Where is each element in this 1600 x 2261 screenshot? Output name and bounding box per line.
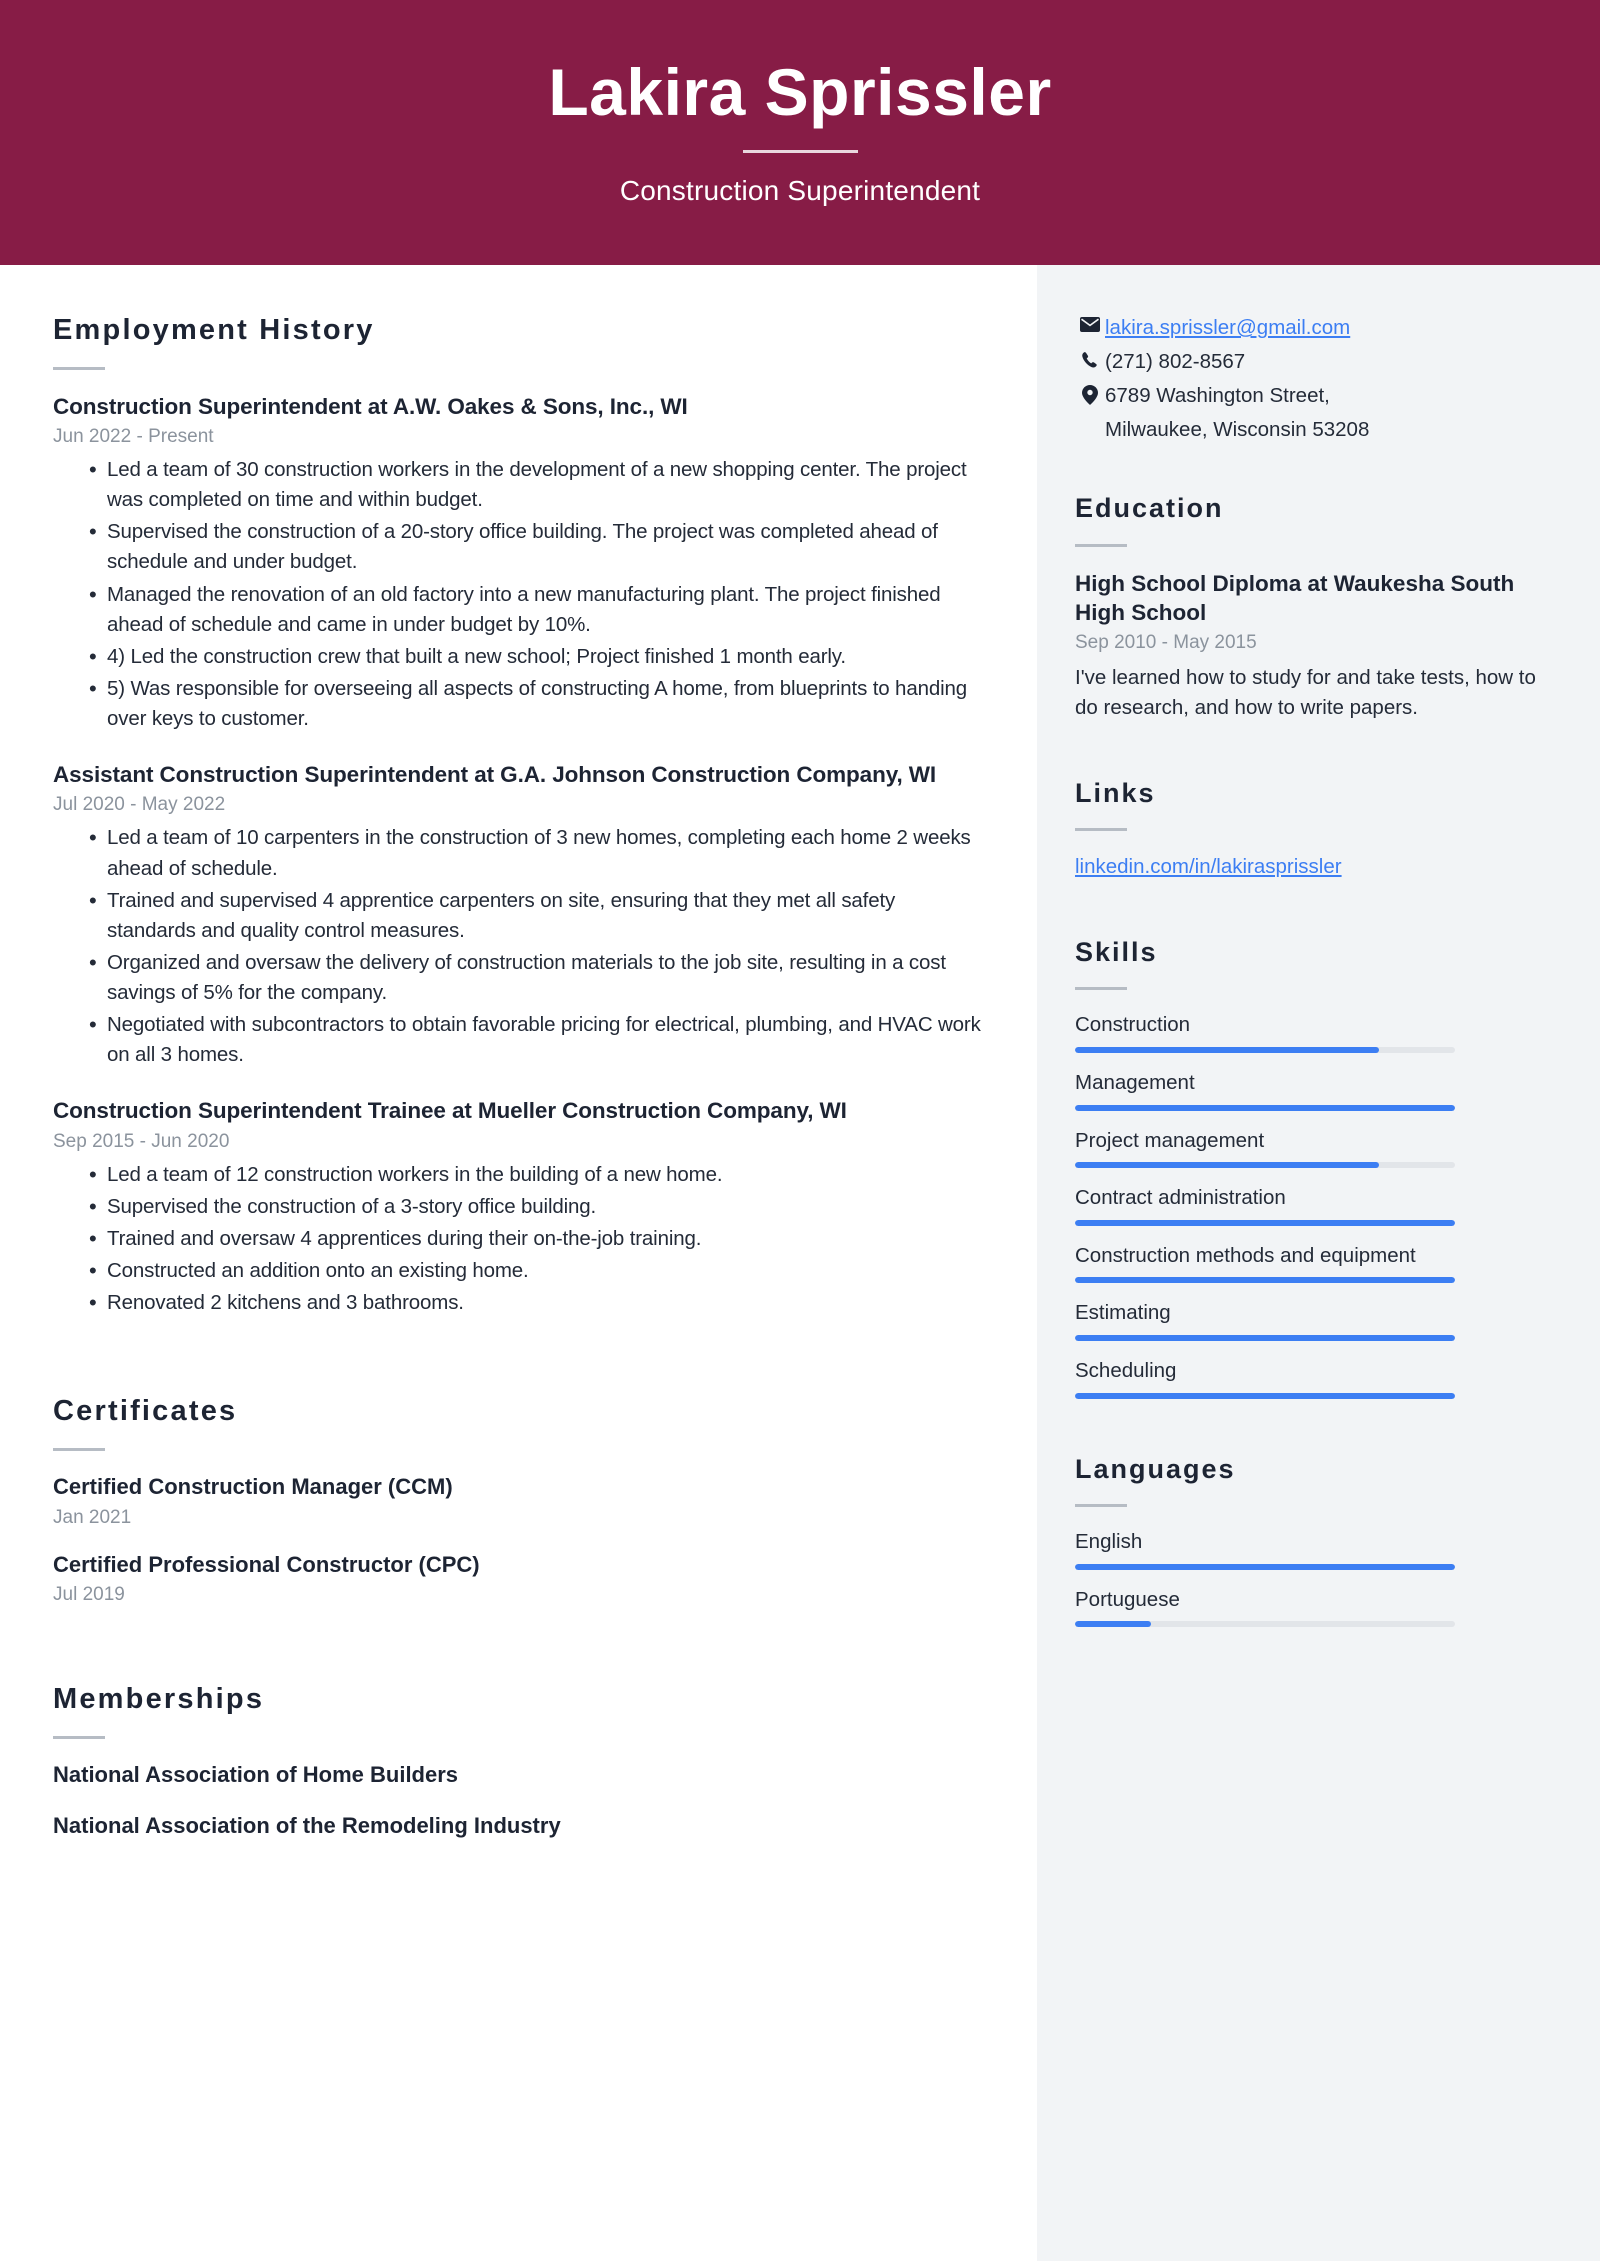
employment-entry-date: Jul 2020 - May 2022: [53, 794, 226, 816]
section-heading-languages: Languages: [1075, 1453, 1236, 1484]
certificate-entry: [53, 1473, 982, 1529]
section-skills: [1075, 936, 1545, 1399]
list-item: • Trained and oversaw 4 apprentices during their on-the-job training.: [91, 1224, 982, 1254]
employment-entry: [53, 392, 982, 734]
contact-address-line1: 6789 Washington Street,: [1105, 384, 1330, 408]
linkedin-link[interactable]: linkedin.com/in/lakirasprissler: [1075, 855, 1342, 879]
skill-label: Construction methods and equipment: [1075, 1243, 1416, 1267]
list-item: • Led a team of 12 construction workers in the building of a new home.: [91, 1160, 982, 1190]
list-item: • Supervised the construction of a 20-story office building. The project was completed ahead of schedule and under budget.: [91, 517, 982, 577]
skill-bar-track: [1075, 1162, 1455, 1168]
section-employment-history: [53, 313, 982, 1318]
section-certificates: [53, 1394, 982, 1606]
education-description: I've learned how to study for and take tests, how to do research, and how to write papers.: [1075, 666, 1536, 720]
employment-entry-date: Sep 2015 - Jun 2020: [53, 1130, 230, 1152]
section-rule: [53, 1736, 105, 1739]
list-item: • Managed the renovation of an old factory into a new manufacturing plant. The project finished ahead of schedule and came in under budget by 10%.: [91, 580, 982, 640]
membership-entry: [53, 1761, 982, 1790]
employment-entry: [53, 1096, 982, 1318]
spacer: [1075, 444, 1545, 492]
contact-address-row: [1075, 381, 1545, 410]
skill-bar-fill: [1075, 1047, 1379, 1053]
membership-title: National Association of Home Builders: [53, 1762, 459, 1788]
link-item[interactable]: [1075, 853, 1545, 882]
section-rule: [53, 367, 105, 370]
certificate-date: Jan 2021: [53, 1506, 132, 1528]
membership-entry: [53, 1812, 982, 1841]
skill-bar-track: [1075, 1105, 1455, 1111]
language-label: English: [1075, 1530, 1143, 1554]
skill-item: [1075, 1243, 1545, 1284]
map-pin-icon: [1075, 381, 1105, 405]
language-bar-fill: [1075, 1564, 1455, 1570]
contact-email-row: [1075, 313, 1545, 342]
language-bar-track: [1075, 1621, 1455, 1627]
spacer: [1075, 1405, 1545, 1453]
skill-bar-fill: [1075, 1393, 1455, 1399]
section-heading-certificates: Certificates: [53, 1395, 238, 1428]
list-item: • Negotiated with subcontractors to obtain favorable pricing for electrical, plumbing, and HVAC work on all 3 homes.: [91, 1010, 982, 1070]
education-date: Sep 2010 - May 2015: [1075, 632, 1257, 654]
main-column: [0, 265, 1037, 2261]
list-item: • 4) Led the construction crew that built a new school; Project finished 1 month early.: [91, 642, 982, 672]
language-label: Portuguese: [1075, 1587, 1180, 1611]
header-divider: [743, 150, 858, 153]
skill-bar-track: [1075, 1277, 1455, 1283]
skill-item: [1075, 1128, 1545, 1169]
education-entry: [1075, 569, 1545, 723]
skill-bar-fill: [1075, 1220, 1455, 1226]
spacer: [1075, 729, 1545, 777]
section-heading-employment: Employment History: [53, 314, 375, 346]
employment-entry: [53, 760, 982, 1070]
contact-address-line2: Milwaukee, Wisconsin 53208: [1105, 418, 1370, 442]
envelope-icon: [1075, 313, 1105, 332]
section-links: [1075, 777, 1545, 882]
list-item: • Renovated 2 kitchens and 3 bathrooms.: [91, 1288, 982, 1318]
section-heading-skills: Skills: [1075, 936, 1158, 967]
list-item: • Constructed an addition onto an existing home.: [91, 1256, 982, 1286]
list-item: • Led a team of 10 carpenters in the construction of 3 new homes, completing each home 2 weeks ahead of schedule.: [91, 823, 982, 883]
section-rule: [1075, 987, 1127, 990]
section-rule: [53, 1448, 105, 1451]
section-heading-memberships: Memberships: [53, 1683, 265, 1716]
skill-item: [1075, 1012, 1545, 1053]
employment-entry-title: Assistant Construction Superintendent at G.A. Johnson Construction Company, WI: [53, 762, 937, 788]
skill-label: Scheduling: [1075, 1359, 1177, 1383]
section-heading-links: Links: [1075, 777, 1156, 808]
section-heading-education: Education: [1075, 493, 1224, 524]
language-item: [1075, 1529, 1545, 1570]
page-title: Lakira Sprissler: [548, 54, 1052, 129]
skill-label: Estimating: [1075, 1301, 1171, 1325]
skill-label: Project management: [1075, 1128, 1265, 1152]
resume-body: [0, 265, 1600, 2261]
section-memberships: [53, 1682, 982, 1840]
language-bar-fill: [1075, 1621, 1151, 1627]
skill-item: [1075, 1185, 1545, 1226]
skill-bar-track: [1075, 1335, 1455, 1341]
contact-email[interactable]: [1105, 313, 1350, 342]
list-item: • Trained and supervised 4 apprentice carpenters on site, ensuring that they met all safety standards and quality control measures.: [91, 886, 982, 946]
spacer: [53, 1612, 982, 1682]
skill-label: Contract administration: [1075, 1186, 1286, 1210]
skill-item: [1075, 1358, 1545, 1399]
section-rule: [1075, 828, 1127, 831]
sidebar-column: [1037, 265, 1600, 2261]
list-item: • Led a team of 30 construction workers in the development of a new shopping center. The project was completed on time and within budget.: [91, 455, 982, 515]
employment-entry-title: Construction Superintendent at A.W. Oakes & Sons, Inc., WI: [53, 393, 688, 419]
employment-entry-date: Jun 2022 - Present: [53, 426, 214, 448]
email-link[interactable]: lakira.sprissler@gmail.com: [1105, 316, 1351, 339]
resume-header: [0, 0, 1600, 265]
skill-item: [1075, 1300, 1545, 1341]
skill-item: [1075, 1070, 1545, 1111]
certificate-date: Jul 2019: [53, 1584, 125, 1606]
spacer: [1075, 888, 1545, 936]
list-item: • Supervised the construction of a 3-story office building.: [91, 1192, 982, 1222]
header-job-title: Construction Superintendent: [619, 175, 981, 207]
spacer: [53, 1324, 982, 1394]
employment-bullet-list: [53, 823, 982, 1070]
skill-bar-fill: [1075, 1277, 1455, 1283]
skill-bar-fill: [1075, 1162, 1379, 1168]
membership-title: National Association of the Remodeling Industry: [53, 1812, 561, 1838]
skill-bar-track: [1075, 1047, 1455, 1053]
contact-phone-row: [1075, 347, 1545, 376]
contact-details: [1075, 313, 1545, 444]
section-rule: [1075, 544, 1127, 547]
list-item: • 5) Was responsible for overseeing all aspects of constructing A home, from blueprints to handing over keys to customer.: [91, 674, 982, 734]
section-languages: [1075, 1453, 1545, 1628]
phone-icon: [1075, 347, 1105, 369]
skill-bar-fill: [1075, 1105, 1455, 1111]
skill-label: Construction: [1075, 1013, 1191, 1037]
skill-bar-track: [1075, 1220, 1455, 1226]
skill-bar-fill: [1075, 1335, 1455, 1341]
employment-bullet-list: [53, 455, 982, 734]
certificate-entry: [53, 1551, 982, 1607]
certificate-title: Certified Professional Constructor (CPC): [53, 1551, 480, 1577]
section-education: [1075, 492, 1545, 722]
contact-phone: (271) 802-8567: [1105, 350, 1246, 374]
section-rule: [1075, 1504, 1127, 1507]
skill-label: Management: [1075, 1070, 1195, 1094]
language-bar-track: [1075, 1564, 1455, 1570]
skill-bar-track: [1075, 1393, 1455, 1399]
certificate-title: Certified Construction Manager (CCM): [53, 1474, 453, 1500]
education-title: High School Diploma at Waukesha South High School: [1075, 570, 1515, 626]
language-item: [1075, 1587, 1545, 1628]
employment-bullet-list: [53, 1160, 982, 1319]
list-item: • Organized and oversaw the delivery of construction materials to the job site, resulting in a cost savings of 5% for the company.: [91, 948, 982, 1008]
employment-entry-title: Construction Superintendent Trainee at Mueller Construction Company, WI: [53, 1098, 847, 1124]
